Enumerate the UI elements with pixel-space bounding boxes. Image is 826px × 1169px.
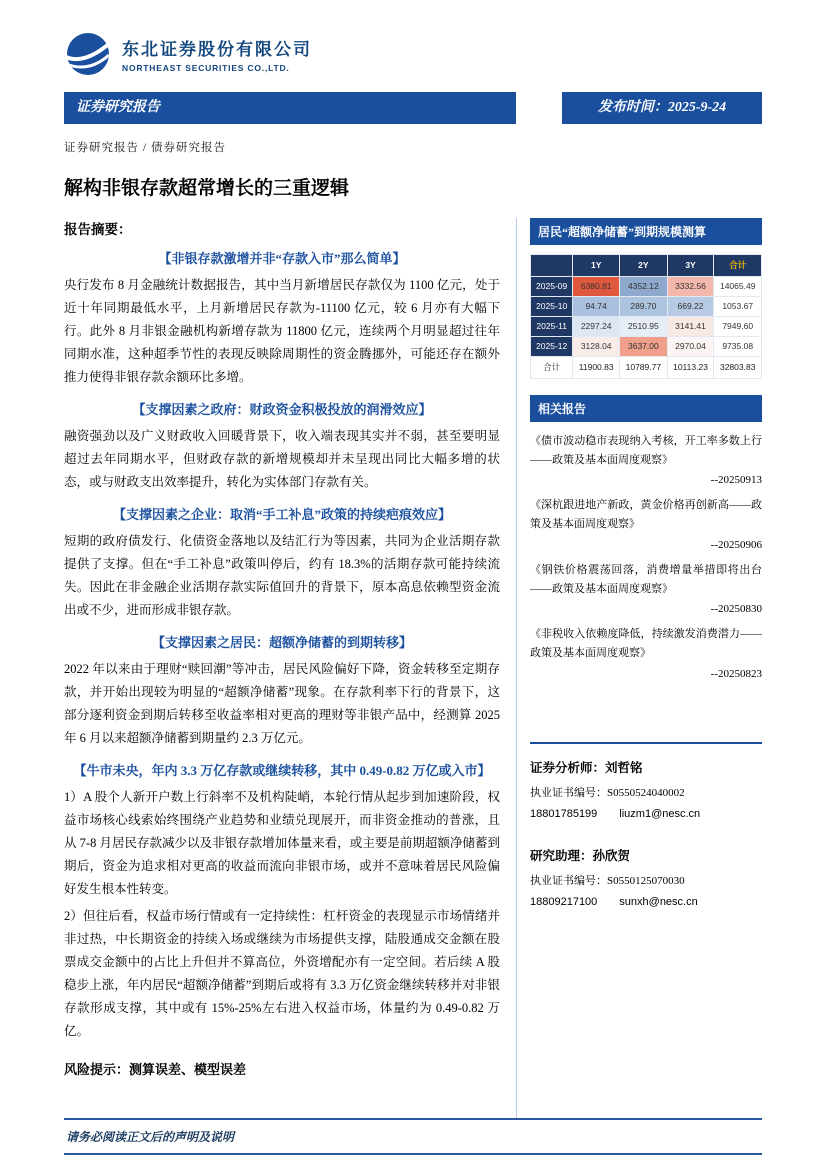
section-heading-1: 【非银存款激增并非“存款入市”那么简单】 [158, 250, 406, 266]
related-report-date: --20250823 [710, 667, 762, 680]
sidebar [516, 218, 762, 1118]
related-report-item [530, 432, 762, 487]
assistant-contact-line [530, 896, 762, 908]
section-paragraph: 2022 年以来由于理财“赎回潮”等冲击，居民风险偏好下降，资金转移至定期存款，并开始出现较为明显的“超额净储蓄”现象。在存款利率下行的背景下，这部分逐利资金到期后转移至收益率相对更高的理财等非银产品中，经测算 2025 年 6 月以来超额净储蓄到期量约 2.3 万亿元。 [64, 661, 500, 745]
footer-notice: 请务必阅读正文后的声明及说明 [66, 1130, 235, 1144]
table-cell: 3637.00 [620, 336, 668, 356]
risk-note: 风险提示：测算误差、模型误差 [64, 1061, 247, 1077]
assistant-email-link[interactable]: sunxh@nesc.cn [619, 895, 698, 908]
table-row [531, 336, 762, 356]
section-heading-3: 【支撑因素之企业：取消“手工补息”政策的持续疤痕效应】 [112, 506, 451, 522]
company-logo-icon [64, 30, 112, 78]
table-row [531, 276, 762, 296]
table-cell: 3128.04 [573, 336, 620, 356]
assistant-phone: 18809217100 [530, 895, 598, 908]
section-paragraph: 央行发布 8 月金融统计数据报告，其中当月新增居民存款仅为 1100 亿元，处于近十年同期最低水平，上月新增居民存款为-11100 亿元，较 6 月亦有大幅下行。此外 8 月非银金融机构新增存款为 11800 亿元，连续两个月明显超过往年同期水准，这种超季节性的表现反映除周期性的资金腾挪外，可能还存在额外推力使得非银存款余额环比多增。 [64, 277, 500, 384]
related-report-item [530, 625, 762, 680]
row-label: 2025-10 [531, 296, 573, 316]
analyst-role-line [530, 758, 762, 776]
assistant-cert-line [530, 872, 762, 888]
row-label: 2025-11 [531, 316, 573, 336]
breadcrumb: 证券研究报告 / 债券研究报告 [64, 141, 226, 154]
analyst-name: 刘哲铭 [605, 760, 643, 775]
cert-number: S0550125070030 [607, 874, 685, 887]
analyst-contact-line [530, 808, 762, 820]
related-report-link[interactable]: 《非税收入依赖度降低，持续激发消费潜力——政策及基本面周度观察》 [530, 628, 762, 660]
row-label: 2025-12 [531, 336, 573, 356]
related-report-date: --20250906 [710, 538, 762, 551]
table-cell: 32803.83 [714, 356, 762, 378]
table-cell: 10789.77 [620, 356, 668, 378]
content-columns [64, 218, 762, 1118]
summary-heading: 报告摘要： [64, 221, 132, 237]
report-title: 解构非银存款超常增长的三重逻辑 [64, 177, 350, 199]
assistant-person [530, 846, 762, 908]
table-cell: 289.70 [620, 296, 668, 316]
row-label: 2025-09 [531, 276, 573, 296]
table-cell: 2297.24 [573, 316, 620, 336]
table-row [531, 316, 762, 336]
table-cell: 3332.56 [667, 276, 714, 296]
company-name-en: NORTHEAST SECURITIES CO.,LTD. [122, 63, 290, 73]
related-reports-list [530, 432, 762, 680]
section-paragraph: 融资强劲以及广义财政收入回暖背景下，收入端表现其实并不弱，甚至要明显超过去年同期水平，但财政存款的新增规模却并未呈现出同比大幅多增的状态，或与财政支出效率提升，转化为实体部门存款有关。 [64, 428, 500, 489]
maturity-table [530, 254, 762, 379]
publish-date-banner: 发布时间：2025-9-24 [562, 92, 762, 124]
related-report-date: --20250913 [710, 474, 762, 487]
footer [64, 1118, 762, 1155]
table-cell: 4352.12 [620, 276, 668, 296]
col-header-1y: 1Y [573, 254, 620, 276]
analyst-block [530, 742, 762, 908]
row-label: 合计 [531, 356, 573, 378]
table-cell: 669.22 [667, 296, 714, 316]
company-header [64, 30, 762, 78]
banner-row [64, 92, 762, 124]
cert-label: 执业证书编号： [530, 874, 607, 887]
table-row [531, 296, 762, 316]
assistant-role-label: 研究助理： [530, 848, 593, 863]
table-cell: 6380.81 [573, 276, 620, 296]
analyst-email-link[interactable]: liuzm1@nesc.cn [619, 807, 701, 820]
related-report-item [530, 561, 762, 616]
col-header-2y: 2Y [620, 254, 668, 276]
table-corner-cell [531, 254, 573, 276]
table-cell: 3141.41 [667, 316, 714, 336]
analyst-role-label: 证券分析师： [530, 760, 606, 775]
table-header-row [531, 254, 762, 276]
table-title-bar: 居民“超额净储蓄”到期规模测算 [530, 218, 762, 245]
section-paragraph: 1）A 股个人新开户数上行斜率不及机构陡峭，本轮行情从起步到加速阶段，权益市场核心线索始终围绕产业趋势和业绩兑现展开，而非资金推动的普涨，且从 7-8 月居民存款减少以及非银存款增加体量来看，或主要是前期超额净储蓄到期后，资金为追求相对更高的收益而流向非银市场，或并不意味着居民风险偏好发生根本性转变。 [64, 789, 500, 896]
analyst-person [530, 758, 762, 820]
table-cell: 9735.08 [714, 336, 762, 356]
table-cell: 11900.83 [573, 356, 620, 378]
assistant-name: 孙欣贺 [592, 848, 631, 863]
cert-label: 执业证书编号： [530, 786, 607, 799]
section-paragraph: 短期的政府债发行、化债资金落地以及结汇行为等因素，共同为企业活期存款提供了支撑。但在“手工补息”政策叫停后，约有 18.3%的活期存款可能持续流失。因此在非金融企业活期存款实际值回升的背景下，原本高息依赖型资金流出或不少，进而形成非银存款。 [64, 533, 500, 617]
section-heading-5: 【牛市未央，年内 3.3 万亿存款或继续转移，其中 0.49-0.82 万亿或入市】 [73, 762, 491, 778]
related-reports-heading: 相关报告 [530, 395, 762, 422]
company-name-cn: 东北证券股份有限公司 [122, 40, 312, 59]
related-report-link[interactable]: 《深杭跟进地产新政，黄金价格再创新高——政策及基本面周度观察》 [530, 499, 762, 531]
table-cell: 1053.67 [714, 296, 762, 316]
table-total-row [531, 356, 762, 378]
summary-column [64, 218, 516, 1118]
analyst-phone: 18801785199 [530, 807, 598, 820]
related-report-item [530, 496, 762, 551]
table-cell: 10113.23 [667, 356, 714, 378]
table-cell: 14065.49 [714, 276, 762, 296]
table-cell: 2970.04 [667, 336, 714, 356]
cert-number: S0550524040002 [607, 786, 685, 799]
table-cell: 94.74 [573, 296, 620, 316]
report-type-banner: 证券研究报告 [64, 92, 516, 124]
company-name-block [122, 35, 312, 73]
section-heading-4: 【支撑因素之居民：超额净储蓄的到期转移】 [151, 634, 412, 650]
section-heading-2: 【支撑因素之政府：财政资金积极投放的润滑效应】 [132, 401, 432, 417]
col-header-3y: 3Y [667, 254, 714, 276]
section-paragraph: 2）但往后看，权益市场行情或有一定持续性：杠杆资金的表现显示市场情绪并非过热，中长期资金的持续入场或继续为市场提供支撑，陆股通成交金额在股票成交金额中的占比上升但并不算高位，外资增配亦有一定空间。若后续 A 股稳步上涨，年内居民“超额净储蓄”到期后或将有 3.3 万亿资金继续转移并对非银存款形成支撑，其中或有 15%-25%左右进入权益市场，体量约为 0.49-0.82 万亿。 [64, 908, 500, 1038]
assistant-role-line [530, 846, 762, 864]
related-report-date: --20250830 [710, 603, 762, 616]
col-header-total: 合计 [714, 254, 762, 276]
table-cell: 7949.60 [714, 316, 762, 336]
related-report-link[interactable]: 《钢铁价格震荡回落，消费增量举措即将出台——政策及基本面周度观察》 [530, 563, 762, 595]
analyst-cert-line [530, 784, 762, 800]
related-report-link[interactable]: 《债市波动稳市表现纳入考核，开工率多数上行——政策及基本面周度观察》 [530, 434, 762, 466]
table-cell: 2510.95 [620, 316, 668, 336]
